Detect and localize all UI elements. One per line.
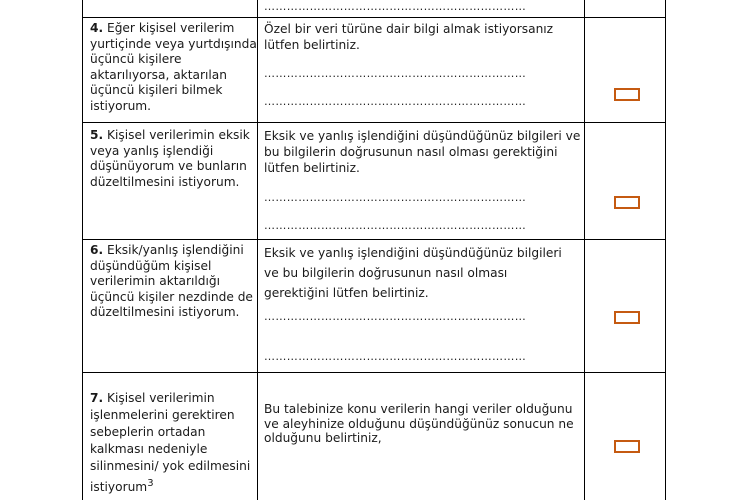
request-text-7 bbox=[90, 390, 260, 496]
request-number: 6. bbox=[90, 243, 104, 257]
checkbox-5[interactable] bbox=[614, 196, 640, 209]
checkbox-6[interactable] bbox=[614, 311, 640, 324]
request-text-5 bbox=[90, 128, 260, 190]
request-number: 4. bbox=[90, 21, 104, 35]
prompt-text-6: Eksik ve yanlış işlendiğini düşündüğünüz bilgileri ve bu bilgilerin doğrusunun nasıl olması gerektiğini lütfen belirtiniz. bbox=[264, 246, 562, 300]
prompt-text-4: Özel bir veri türüne dair bilgi almak istiyorsanız lütfen belirtiniz. bbox=[264, 22, 554, 52]
row-separator bbox=[82, 17, 665, 18]
fill-line[interactable]: …………………………………………………………… bbox=[264, 67, 527, 80]
row-separator bbox=[82, 239, 665, 240]
fill-line[interactable]: …………………………………………………………… bbox=[264, 191, 527, 204]
request-text-4 bbox=[90, 21, 260, 115]
request-text-6 bbox=[90, 243, 260, 321]
row-separator bbox=[82, 122, 665, 123]
fill-line[interactable]: …………………………………………………………… bbox=[264, 350, 527, 363]
fill-line[interactable]: …………………………………………………………… bbox=[264, 219, 527, 232]
request-number: 7. bbox=[90, 391, 104, 405]
fill-line[interactable]: …………………………………………………………… bbox=[264, 95, 527, 108]
prompt-text-7: Bu talebinize konu verilerin hangi veriler olduğunu ve aleyhinize olduğunu düşündüğünüz sonucun ne olduğunu belirtiniz, bbox=[264, 402, 574, 445]
request-label: Eğer kişisel verilerim yurtiçinde veya yurtdışında üçüncü kişilere aktarılıyorsa, aktarılan üçüncü kişileri bilmek istiyorum. bbox=[90, 21, 257, 113]
fill-line: …………………………………………………………… bbox=[264, 0, 527, 13]
table-divider-2 bbox=[584, 0, 585, 500]
row-separator bbox=[82, 372, 665, 373]
request-label: Eksik/yanlış işlendiğini düşündüğüm kişisel verilerimin aktarıldığı üçüncü kişiler nezdinde de düzeltilmesini istiyorum. bbox=[90, 243, 253, 320]
table-border-left bbox=[82, 0, 83, 500]
prompt-text-5: Eksik ve yanlış işlendiğini düşündüğünüz bilgileri ve bu bilgilerin doğrusunun nasıl olması gerektiğini lütfen belirtiniz. bbox=[264, 129, 581, 175]
request-label: Kişisel verilerimin eksik veya yanlış işlendiği düşünüyorum ve bunların düzeltilmesini istiyorum. bbox=[90, 128, 250, 189]
checkbox-7[interactable] bbox=[614, 440, 640, 453]
fill-line[interactable]: …………………………………………………………… bbox=[264, 310, 527, 323]
table-border-right bbox=[665, 0, 666, 500]
request-label: Kişisel verilerimin işlenmelerini gerektiren sebeplerin ortadan kalkması nedeniyle silinmesini/ yok edilmesini istiyorum bbox=[90, 391, 251, 495]
footnote-marker: 3 bbox=[147, 478, 154, 489]
checkbox-4[interactable] bbox=[614, 88, 640, 101]
request-number: 5. bbox=[90, 128, 104, 142]
